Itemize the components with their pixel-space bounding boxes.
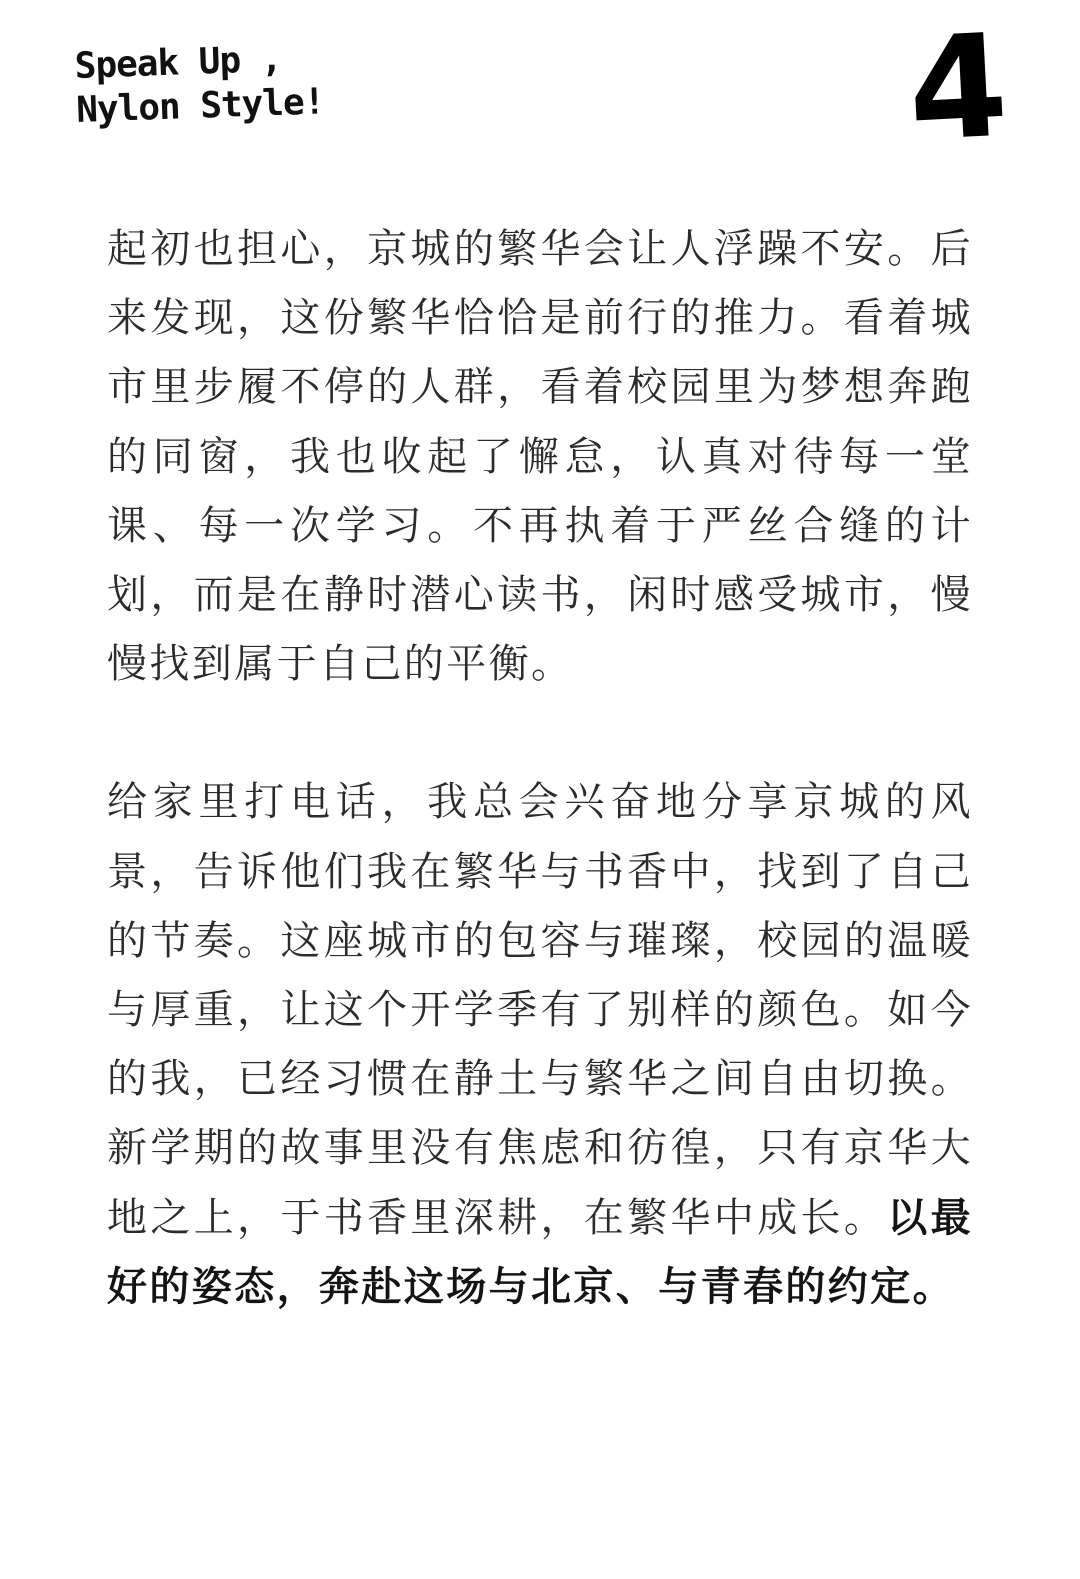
brand-line-2: Nylon Style! (75, 81, 325, 131)
paragraph-2-text: 给家里打电话，我总会兴奋地分享京城的风景，告诉他们我在繁华与书香中，找到了自己的节奏。这座城市的包容与璀璨，校园的温暖与厚重，让这个开学季有了别样的颜色。如今的我，已经习惯在静土与繁华之间自由切换。新学期的故事里没有焦虑和彷徨，只有京华大地之上，于书香里深耕，在繁华中成长。 (107, 779, 973, 1241)
article-paragraph-1: 起初也担心，京城的繁华会让人浮躁不安。后来发现，这份繁华恰恰是前行的推力。看着城市里步履不停的人群，看着校园里为梦想奔跑的同窗，我也收起了懈怠，认真对待每一堂课、每一次学习。不再执着于严丝合缝的计划，而是在静时潜心读书，闲时感受城市，慢慢找到属于自己的平衡。 (107, 226, 973, 688)
article-paragraph-2 (107, 768, 973, 1322)
article-body (107, 215, 973, 1322)
emphasis-text: 以最好的姿态，奔赴这场与北京、与青春的约定。 (107, 1194, 973, 1310)
brand-logo (74, 35, 347, 134)
brand-line-1: Speak Up , (74, 38, 283, 87)
page-number: 4 (904, 3, 1012, 174)
